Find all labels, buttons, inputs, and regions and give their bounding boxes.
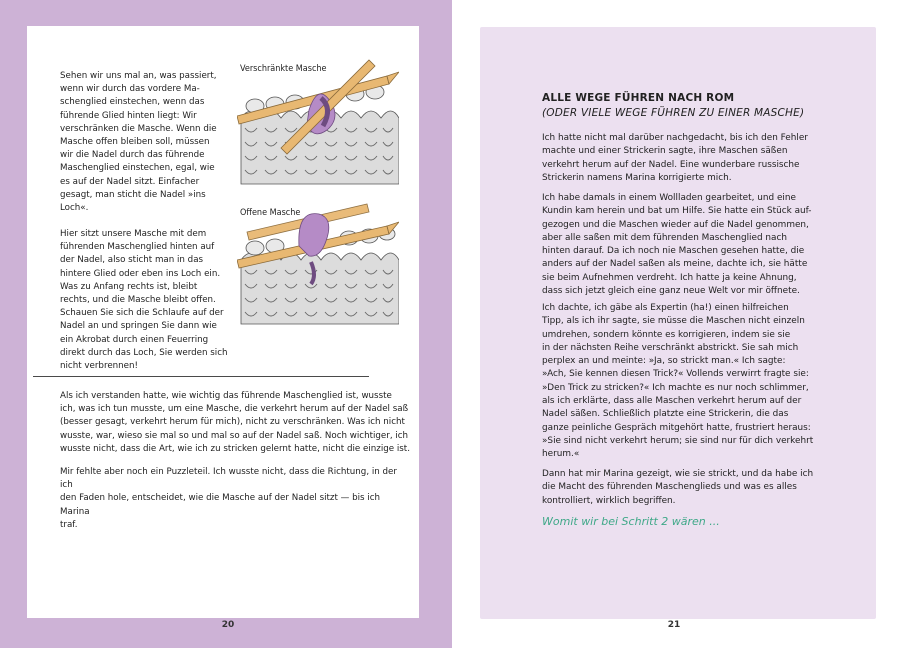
text-line: als ich erklärte, dass alle Maschen verkehrt herum auf der <box>542 396 802 407</box>
knitting-twisted-stitch-drawing <box>237 58 399 186</box>
text-line: die Macht des führenden Maschenglieds und was es alles <box>542 482 797 493</box>
right-paragraph-4 <box>542 468 872 508</box>
text-line: Nadel säßen. Schließlich platzte eine Strickerin, die das <box>542 409 789 420</box>
text-line: »Ach, Sie kennen diesen Trick?« Vollends verwirrt fragte sie: <box>542 369 809 380</box>
text-line: verkehrt herum auf der Nadel. Eine wunderbare russische <box>542 159 800 170</box>
text-line: Nadel an und springen Sie dann wie <box>60 321 217 332</box>
figure-label-open: Offene Masche <box>240 208 301 218</box>
text-line: in der nächsten Reihe verschränkt abstrickt. Sie sah mich <box>542 342 799 353</box>
text-line: ich, was ich tun musste, um eine Masche, die verkehrt herum auf der Nadel saß <box>60 404 409 415</box>
text-line: schenglied einstechen, wenn das <box>60 97 205 108</box>
text-line: es auf der Nadel sitzt. Einfacher <box>60 176 200 187</box>
text-line: aber alle saßen mit dem führenden Maschenglied nach <box>542 232 787 243</box>
text-line: ein Akrobat durch einen Feuerring <box>60 334 209 345</box>
text-line: »Sie sind nicht verkehrt herum; sie sind nur für dich verkehrt <box>542 435 814 446</box>
text-line: nicht verbrennen! <box>60 361 139 372</box>
text-line: Masche offen bleiben soll, müssen <box>60 137 210 148</box>
chapter-subheading: (ODER VIELE WEGE FÜHREN ZU EINER MASCHE) <box>542 107 805 119</box>
text-line: ganze peinliche Gespräch mitgehört hatte, frustriert heraus: <box>542 422 811 433</box>
page-number-left: 20 <box>221 620 235 630</box>
section-divider <box>33 376 369 377</box>
text-line: führenden Maschenglied hinten auf <box>60 242 215 253</box>
text-line: Maschenglied einstechen, egal, wie <box>60 163 215 174</box>
text-line: hinten darauf. Da ich noch nie Maschen gesehen hatte, die <box>542 246 805 257</box>
text-line: den Faden hole, entscheidet, wie die Masche auf der Nadel sitzt — bis ich Marina <box>60 493 381 517</box>
left-paragraph-1 <box>60 70 235 215</box>
open-stitch-illustration <box>237 202 399 326</box>
text-line: gesagt, man sticht die Nadel »ins <box>60 189 206 200</box>
text-line: Loch«. <box>60 203 89 214</box>
text-line: machte und einer Strickerin sagte, ihre Maschen säßen <box>542 146 788 157</box>
closing-line: Womit wir bei Schritt 2 wären ... <box>542 515 720 528</box>
text-line: sie beim Aufnehmen verdreht. Ich hatte ja keine Ahnung, <box>542 272 797 283</box>
text-line: Ich hatte nicht mal darüber nachgedacht, bis ich den Fehler <box>542 133 808 143</box>
chapter-heading: ALLE WEGE FÜHREN NACH ROM <box>542 92 735 104</box>
text-line: Schauen Sie sich die Schlaufe auf der <box>60 308 224 319</box>
text-line: gezogen und die Maschen wieder auf die Nadel genommen, <box>542 219 809 230</box>
right-paragraph-3 <box>542 302 872 462</box>
left-paragraph-4 <box>60 466 412 532</box>
text-line: rechts, und die Masche bleibt offen. <box>60 295 216 306</box>
text-line: Ich dachte, ich gäbe als Expertin (ha!) einen hilfreichen <box>542 303 789 313</box>
right-paragraph-2 <box>542 192 872 298</box>
text-line: wir die Nadel durch das führende <box>60 150 205 161</box>
text-line: der Nadel, also sticht man in das <box>60 255 204 266</box>
text-line: (besser gesagt, verkehrt herum für mich), nicht zu verschränken. Was ich nicht <box>60 417 405 428</box>
page-number-right: 21 <box>667 620 681 630</box>
figure-label-twisted: Verschränkte Masche <box>240 64 327 74</box>
text-line: Kundin kam herein und bat um Hilfe. Sie hatte ein Stück auf- <box>542 206 812 217</box>
left-paragraph-2 <box>60 228 235 373</box>
text-line: hintere Glied oder eben ins Loch ein. <box>60 268 221 279</box>
text-line: anders auf der Nadel saßen als meine, dachte ich, sie hätte <box>542 259 808 270</box>
text-line: Was zu Anfang rechts ist, bleibt <box>60 281 198 292</box>
text-line: wenn wir durch das vordere Ma- <box>60 84 200 95</box>
text-line: »Den Trick zu stricken?« Ich machte es nur noch schlimmer, <box>542 382 809 393</box>
text-line: kontrolliert, wirklich begriffen. <box>542 495 676 506</box>
text-line: direkt durch das Loch, Sie werden sich <box>60 347 228 358</box>
text-line: Dann hat mir Marina gezeigt, wie sie strickt, und da habe ich <box>542 469 814 479</box>
text-line: Als ich verstanden hatte, wie wichtig das führende Maschenglied ist, wusste <box>60 391 392 401</box>
knitting-open-stitch-drawing <box>237 202 399 326</box>
text-line: führende Glied hinten liegt: Wir <box>60 110 197 121</box>
left-paragraph-3 <box>60 390 412 456</box>
text-line: Sehen wir uns mal an, was passiert, <box>60 71 217 81</box>
text-line: perplex an und meinte: »Ja, so strickt man.« Ich sagte: <box>542 356 786 367</box>
text-line: Strickerin namens Marina korrigierte mich. <box>542 172 732 183</box>
text-line: Tipp, als ich ihr sagte, sie müsse die Maschen nicht einzeln <box>542 316 805 327</box>
text-line: verschränken die Masche. Wenn die <box>60 123 217 134</box>
text-line: Hier sitzt unsere Masche mit dem <box>60 229 207 239</box>
text-line: traf. <box>60 519 78 530</box>
twisted-stitch-illustration <box>237 58 399 186</box>
text-line: Mir fehlte aber noch ein Puzzleteil. Ich wusste nicht, dass die Richtung, in der ich <box>60 467 397 491</box>
text-line: wusste, war, wieso sie mal so und mal so auf der Nadel saß. Noch wichtiger, ich <box>60 430 409 441</box>
text-line: herum.« <box>542 449 580 460</box>
right-paragraph-1 <box>542 132 872 185</box>
text-line: wusste nicht, dass die Art, wie ich zu stricken gelernt hatte, nicht die einzige ist. <box>60 443 410 454</box>
text-line: umdrehen, sondern könnte es korrigieren, indem sie sie <box>542 329 791 340</box>
text-line: dass sich jetzt gleich eine ganz neue Welt vor mir öffnete. <box>542 286 800 297</box>
text-line: Ich habe damals in einem Wollladen gearbeitet, und eine <box>542 193 796 203</box>
